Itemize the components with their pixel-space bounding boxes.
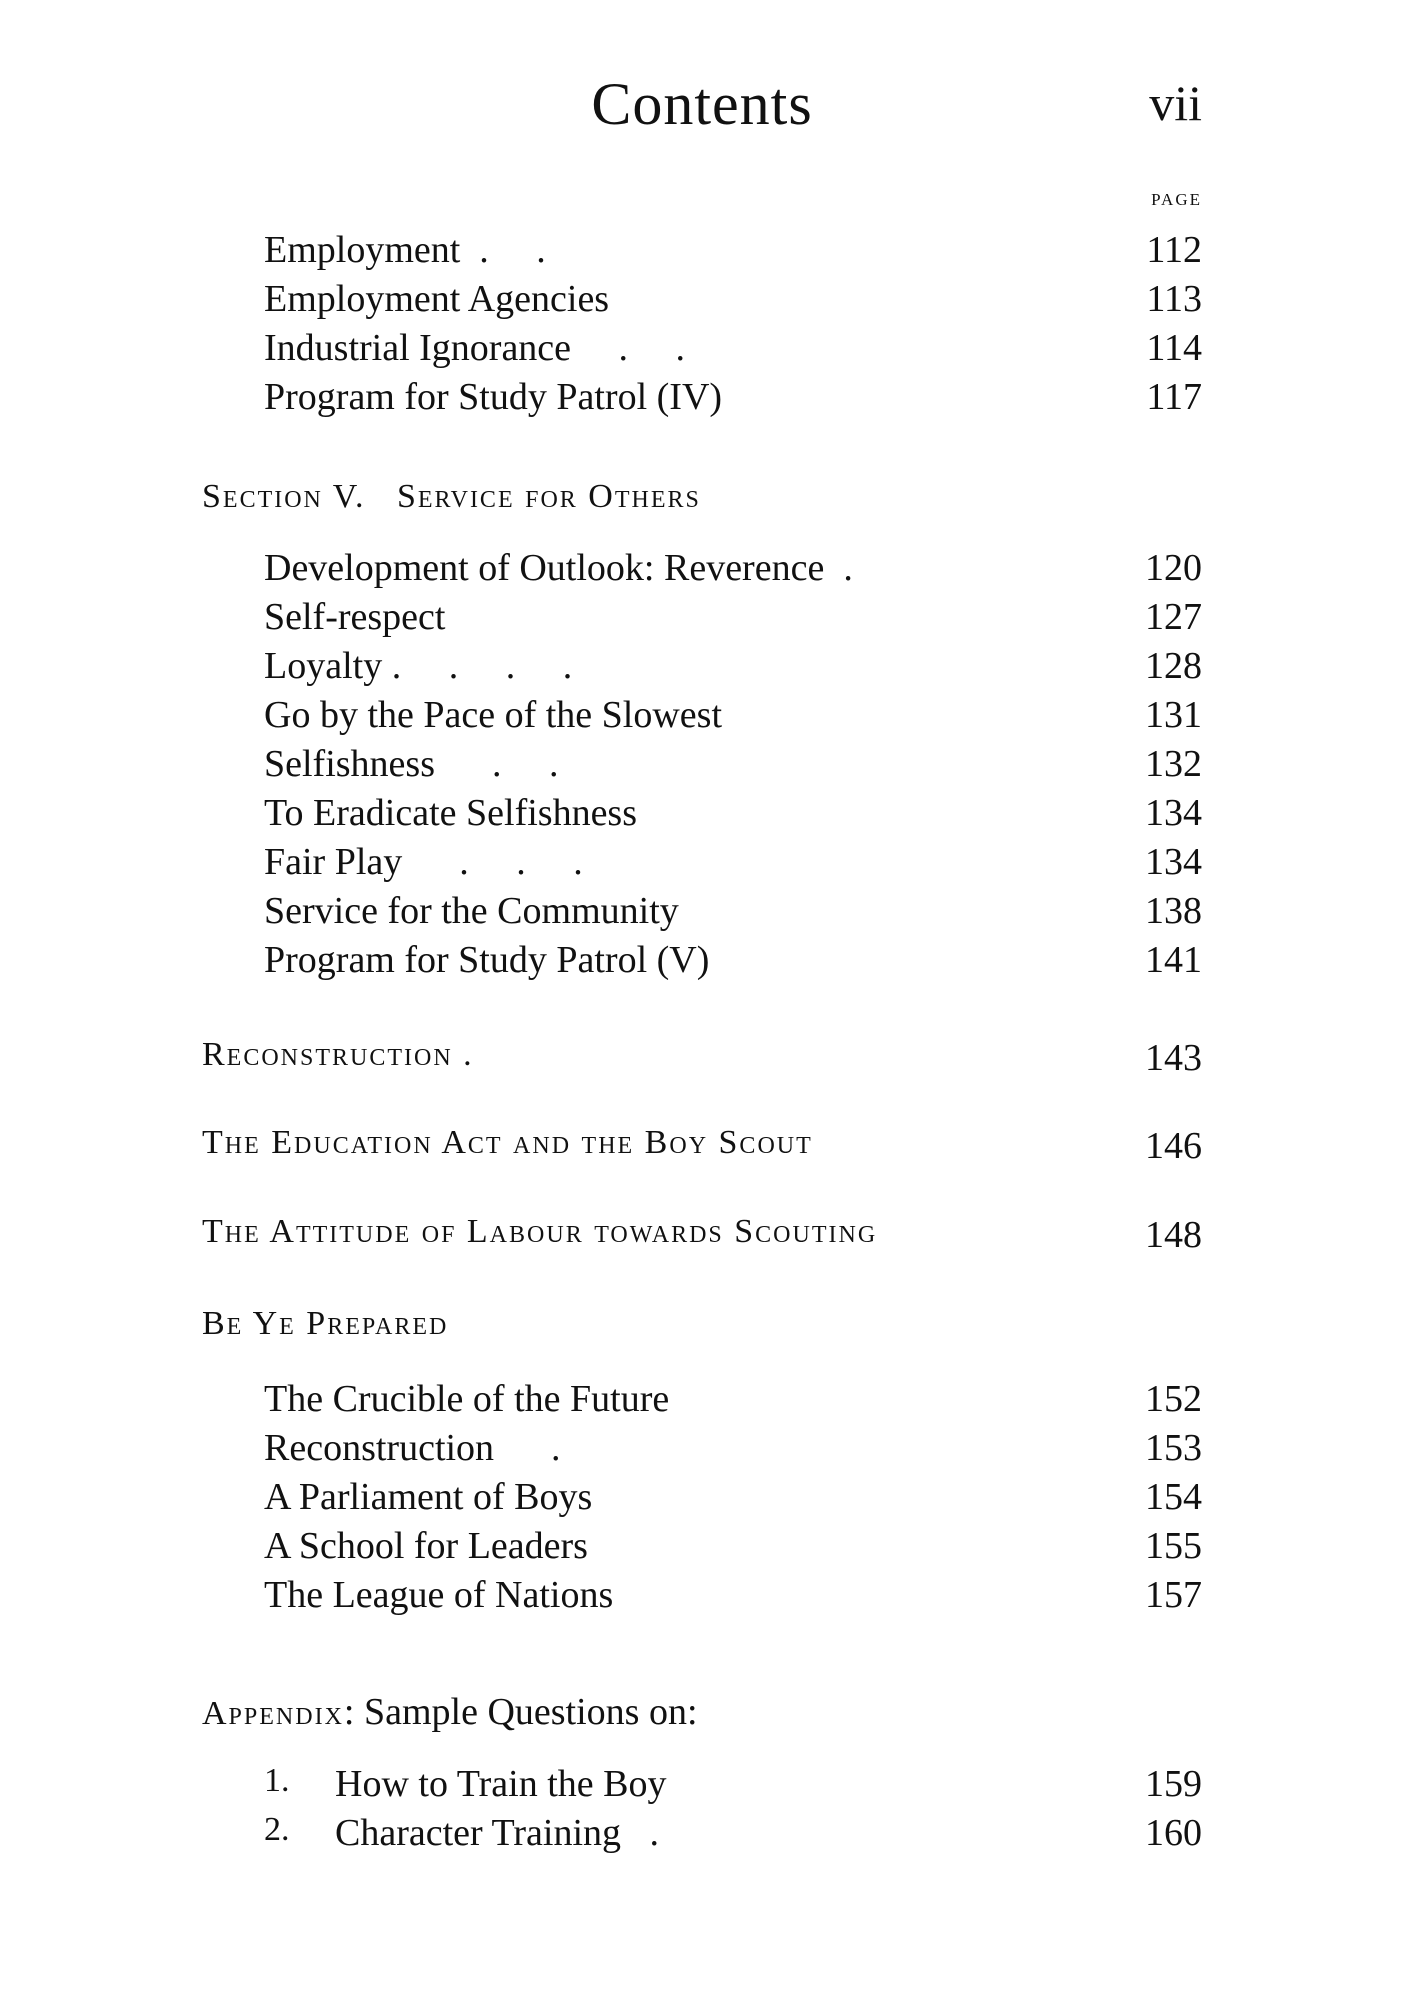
toc-entry: [0, 1377, 1404, 1427]
toc-entry-page: 132: [1145, 743, 1202, 785]
page-column-label: PAGE: [1151, 190, 1202, 209]
toc-entry-number: 1.: [264, 1762, 290, 1799]
toc-entry: [0, 889, 1404, 939]
toc-entry-label: Self-respect: [264, 596, 446, 638]
toc-entry-label: Industrial Ignorance . .: [264, 327, 686, 369]
toc-entry: [0, 1124, 1404, 1174]
toc-entry-page: 154: [1145, 1476, 1202, 1518]
toc-entry: [0, 840, 1404, 890]
toc-entry-page: 155: [1145, 1525, 1202, 1567]
toc-entry-label: Program for Study Patrol (V): [264, 939, 710, 981]
toc-entry: [0, 546, 1404, 596]
toc-entry-page: 117: [1146, 376, 1202, 418]
toc-entry-label: Go by the Pace of the Slowest: [264, 694, 723, 736]
toc-entry: [0, 375, 1404, 425]
toc-entry-page: 134: [1145, 841, 1202, 883]
toc-entry-label: How to Train the Boy: [335, 1763, 667, 1805]
toc-entry: [0, 1036, 1404, 1086]
appendix-heading-label: [202, 1690, 698, 1734]
toc-entry-number: 2.: [264, 1811, 290, 1848]
toc-entry: [0, 693, 1404, 743]
toc-entry: [0, 1213, 1404, 1263]
toc-entry-label: The Attitude of Labour towards Scouting: [202, 1213, 878, 1250]
toc-entry-page: 159: [1145, 1763, 1202, 1805]
toc-entry-label: Reconstruction .: [264, 1427, 561, 1469]
toc-entry-page: 114: [1146, 327, 1202, 369]
appendix-heading: [0, 1690, 1404, 1740]
toc-entry-label: Selfishness . .: [264, 743, 559, 785]
page-title: Contents: [591, 71, 813, 137]
toc-entry-page: 134: [1145, 792, 1202, 834]
toc-entry-page: 131: [1145, 694, 1202, 736]
toc-entry-label: A Parliament of Boys: [264, 1476, 593, 1518]
toc-entry-page: 138: [1145, 890, 1202, 932]
toc-entry-page: 146: [1145, 1125, 1202, 1167]
toc-entry: [0, 1573, 1404, 1623]
toc-entry: [0, 938, 1404, 988]
toc-entry-label: Service for the Community: [264, 890, 679, 932]
toc-entry-page: 160: [1145, 1812, 1202, 1854]
toc-entry-label: The Crucible of the Future: [264, 1378, 670, 1420]
toc-entry: [0, 277, 1404, 327]
toc-entry-label: Employment Agencies: [264, 278, 610, 320]
section-heading-label: Be Ye Prepared: [202, 1305, 449, 1342]
toc-entry-page: 120: [1145, 547, 1202, 589]
toc-entry-page: 157: [1145, 1574, 1202, 1616]
toc-entry-page: 128: [1145, 645, 1202, 687]
toc-entry: [0, 1762, 1404, 1812]
toc-entry-label: Development of Outlook: Reverence .: [264, 547, 853, 589]
appendix-heading-word: Appendix: [202, 1695, 344, 1732]
section-heading: [0, 1305, 1404, 1355]
toc-entry-page: 113: [1146, 278, 1202, 320]
toc-entry: [0, 742, 1404, 792]
toc-entry-label: A School for Leaders: [264, 1525, 588, 1567]
toc-entry-label: Fair Play . . .: [264, 841, 583, 883]
toc-entry: [0, 1426, 1404, 1476]
toc-entry: [0, 1475, 1404, 1525]
toc-entry-page: 153: [1145, 1427, 1202, 1469]
toc-entry: [0, 1811, 1404, 1861]
appendix-heading-rest: : Sample Questions on:: [343, 1691, 698, 1733]
toc-entry-page: 127: [1145, 596, 1202, 638]
toc-entry-label: Loyalty . . . .: [264, 645, 573, 687]
toc-entry-label: To Eradicate Selfishness: [264, 792, 638, 834]
toc-entry: [0, 1524, 1404, 1574]
section-heading: [0, 478, 1404, 528]
toc-entry: [0, 791, 1404, 841]
page-folio: vii: [1149, 75, 1202, 131]
toc-entry-page: 152: [1145, 1378, 1202, 1420]
toc-entry-label: Character Training .: [335, 1812, 660, 1854]
toc-entry: [0, 326, 1404, 376]
toc-entry-page: 112: [1146, 229, 1202, 271]
toc-entry: [0, 228, 1404, 278]
toc-entry-label: The Education Act and the Boy Scout: [202, 1124, 813, 1161]
toc-entry-page: 143: [1145, 1037, 1202, 1079]
section-heading-label: Section V. Service for Others: [202, 478, 701, 515]
toc-entry-label: Employment . .: [264, 229, 546, 271]
toc-entry: [0, 595, 1404, 645]
toc-entry: [0, 644, 1404, 694]
toc-entry-page: 148: [1145, 1214, 1202, 1256]
toc-entry-page: 141: [1145, 939, 1202, 981]
toc-entry-label: Reconstruction .: [202, 1036, 474, 1073]
toc-entry-label: Program for Study Patrol (IV): [264, 376, 723, 418]
toc-entry-label: The League of Nations: [264, 1574, 614, 1616]
